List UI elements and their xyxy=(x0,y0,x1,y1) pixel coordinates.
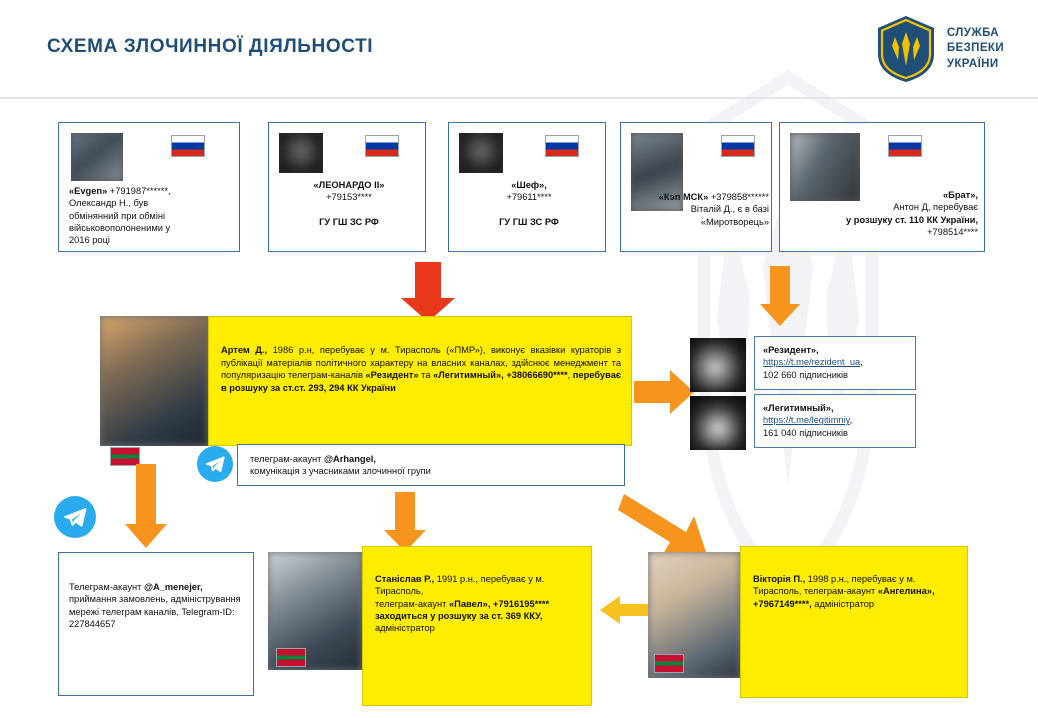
card-brat[interactable] xyxy=(779,122,985,252)
card-evgen-text: «Evgen» +791987******, Олександр Н., був обмінянний при обміні військовополоненими у 2016 році xyxy=(69,186,171,246)
card-artem-text: Артем Д., 1986 р.н, перебуває у м. Тирасполь («ПМР»), виконує вказівки кураторів з публікації матеріалів політичного характеру на власних каналах, здійснює менеджмент та популяризацію телеграм-каналів «Резидент» та «Легитимный», +38066690****, перебуває в розшуку за ст.ст. 293, 294 КК України xyxy=(221,345,621,393)
arrow-down-to-main xyxy=(398,262,458,324)
card-shef-photo xyxy=(459,133,503,173)
card-rezident[interactable] xyxy=(754,336,916,390)
card-leonardo-text: «ЛЕОНАРДО ІІ» +79153**** ГУ ГШ ЗС РФ xyxy=(313,180,385,227)
card-legitimniy-text: «Легитимный», https://t.me/legitimniy, 161 040 підписників xyxy=(763,403,853,438)
card-rezident-text: «Резидент», https://t.me/rezident_ua, 102 660 підписників xyxy=(763,345,863,380)
card-stanislav[interactable] xyxy=(362,546,592,706)
card-kep-msk[interactable] xyxy=(620,122,772,252)
card-arhangel-text: телеграм-акаунт @Arhangel, комунікація з учасниками злочинної групи xyxy=(250,454,431,477)
sbu-logo xyxy=(874,14,1004,84)
sbu-emblem-icon xyxy=(874,14,938,84)
card-evgen-photo xyxy=(71,133,123,181)
transnistria-flag-icon xyxy=(654,654,684,673)
card-kep-msk-text: «Кэп МСК» +379858****** Віталій Д., є в базі «Миротворець» xyxy=(658,192,769,227)
card-viktoriia[interactable] xyxy=(740,546,968,698)
russia-flag-icon xyxy=(545,135,579,157)
russia-flag-icon xyxy=(365,135,399,157)
card-a-menejer-text: Телеграм-акаунт @A_menejer, приймання замовлень, адміністрування мережі телеграм каналів, Telegram-ID: 227844657 xyxy=(69,582,241,629)
rezident-channel-avatar xyxy=(690,338,746,392)
logo-line-2: БЕЗПЕКИ xyxy=(946,42,1004,55)
russia-flag-icon xyxy=(721,135,755,157)
card-arhangel[interactable] xyxy=(237,444,625,486)
arrow-down-to-menejer xyxy=(123,464,169,550)
transnistria-flag-icon xyxy=(276,648,306,667)
card-leonardo[interactable] xyxy=(268,122,426,252)
russia-flag-icon xyxy=(888,135,922,157)
legitimniy-channel-avatar xyxy=(690,396,746,450)
card-shef[interactable] xyxy=(448,122,606,252)
page-title: СХЕМА ЗЛОЧИННОЇ ДІЯЛЬНОСТІ xyxy=(47,36,374,57)
logo-line-3: УКРАЇНИ xyxy=(946,57,999,70)
card-shef-text: «Шеф», +79611**** ГУ ГШ ЗС РФ xyxy=(499,180,559,227)
russia-flag-icon xyxy=(171,135,205,157)
arrow-down-to-stanislav xyxy=(382,492,428,554)
logo-line-1: СЛУЖБА xyxy=(946,26,999,39)
card-evgen[interactable] xyxy=(58,122,240,252)
header-divider xyxy=(0,97,1038,99)
arrow-down-to-channels xyxy=(758,266,802,328)
telegram-icon-secondary[interactable] xyxy=(54,496,96,538)
card-a-menejer[interactable] xyxy=(58,552,254,696)
arrow-right-to-channels xyxy=(634,368,696,416)
card-artem-photo xyxy=(100,316,208,446)
card-leonardo-photo xyxy=(279,133,323,173)
telegram-icon[interactable] xyxy=(197,446,233,482)
card-brat-text: «Брат», Антон Д, перебуває у розшуку ст. 110 КК України, +798514**** xyxy=(846,190,978,237)
card-artem[interactable] xyxy=(208,316,632,446)
card-stanislav-text: Станіслав Р., 1991 р.н., перебуває у м. Тирасполь, телеграм-акаунт «Павел», +7916195**** заходиться у розшуку за ст. 369 ККУ, адміністратор xyxy=(375,574,550,634)
card-viktoriia-text: Вікторія П., 1998 р.н., перебуває у м. Тирасполь, телеграм-акаунт «Ангелина», +7967149****, адміністратор xyxy=(753,574,935,609)
card-legitimniy[interactable] xyxy=(754,394,916,448)
sbu-logo-text xyxy=(947,26,1004,73)
